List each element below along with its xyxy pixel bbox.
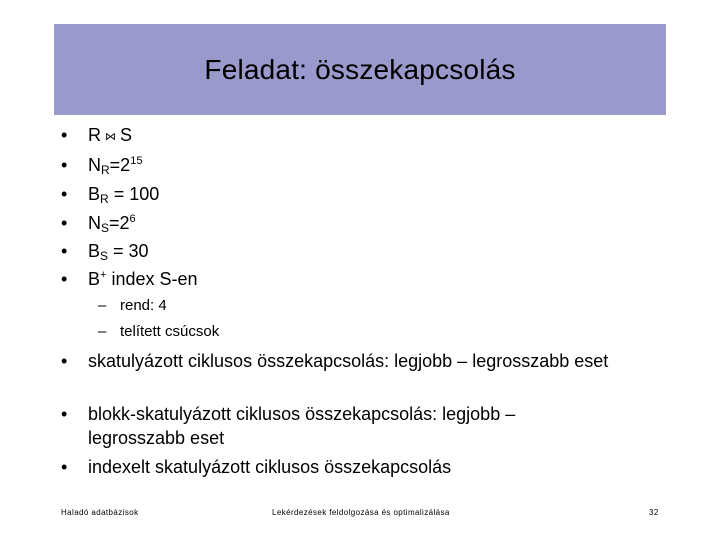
dash-marker: – (98, 323, 107, 340)
bullet-dot: • (61, 457, 68, 477)
bullet-text: skatulyázott ciklusos összekapcsolás: legjobb – legrosszabb eset (88, 351, 609, 371)
symbol: B (88, 241, 101, 261)
footer-topic: Lekérdezések feldolgozása és optimalizálása (272, 508, 450, 517)
value: =2 (109, 213, 130, 233)
bullet-text: indexelt skatulyázott ciklusos összekapcsolás (88, 457, 452, 477)
exponent: 6 (129, 213, 136, 225)
bullet-dot: • (61, 155, 68, 175)
symbol: N (88, 213, 101, 233)
subscript: S (100, 249, 109, 263)
subscript: R (100, 192, 109, 206)
footer-course: Haladó adatbázisok (61, 508, 139, 517)
value: = 30 (108, 241, 149, 261)
superscript: + (100, 269, 107, 281)
bullet-dot: • (61, 184, 68, 204)
bullet-dot: • (61, 125, 68, 145)
join-icon: ⋈ (105, 131, 116, 143)
bullet-dot: • (61, 351, 68, 371)
sub-item-text: telített csúcsok (120, 323, 220, 340)
title-band (54, 24, 666, 115)
dash-marker: – (98, 297, 107, 314)
bullet-dot: • (61, 404, 68, 424)
symbol: B (88, 184, 101, 204)
bullet-dot: • (61, 241, 68, 261)
slide-title: Feladat: összekapcsolás (204, 53, 516, 85)
subscript: S (101, 221, 110, 235)
relation-s: S (120, 125, 133, 145)
exponent: 15 (130, 155, 143, 167)
bullet-text: blokk-skatulyázott ciklusos összekapcsolás: legjobb – legrosszabb eset (88, 404, 516, 448)
bullet-dot: • (61, 269, 68, 289)
footer-page-number: 32 (649, 508, 659, 517)
subscript: R (101, 163, 110, 177)
bullet-dot: • (61, 213, 68, 233)
symbol: B (88, 269, 101, 289)
symbol: N (88, 155, 101, 175)
sub-item-text: rend: 4 (120, 297, 167, 314)
relation-r: R (88, 125, 101, 145)
value: =2 (109, 155, 131, 175)
value: index S-en (106, 269, 198, 289)
value: = 100 (108, 184, 160, 204)
